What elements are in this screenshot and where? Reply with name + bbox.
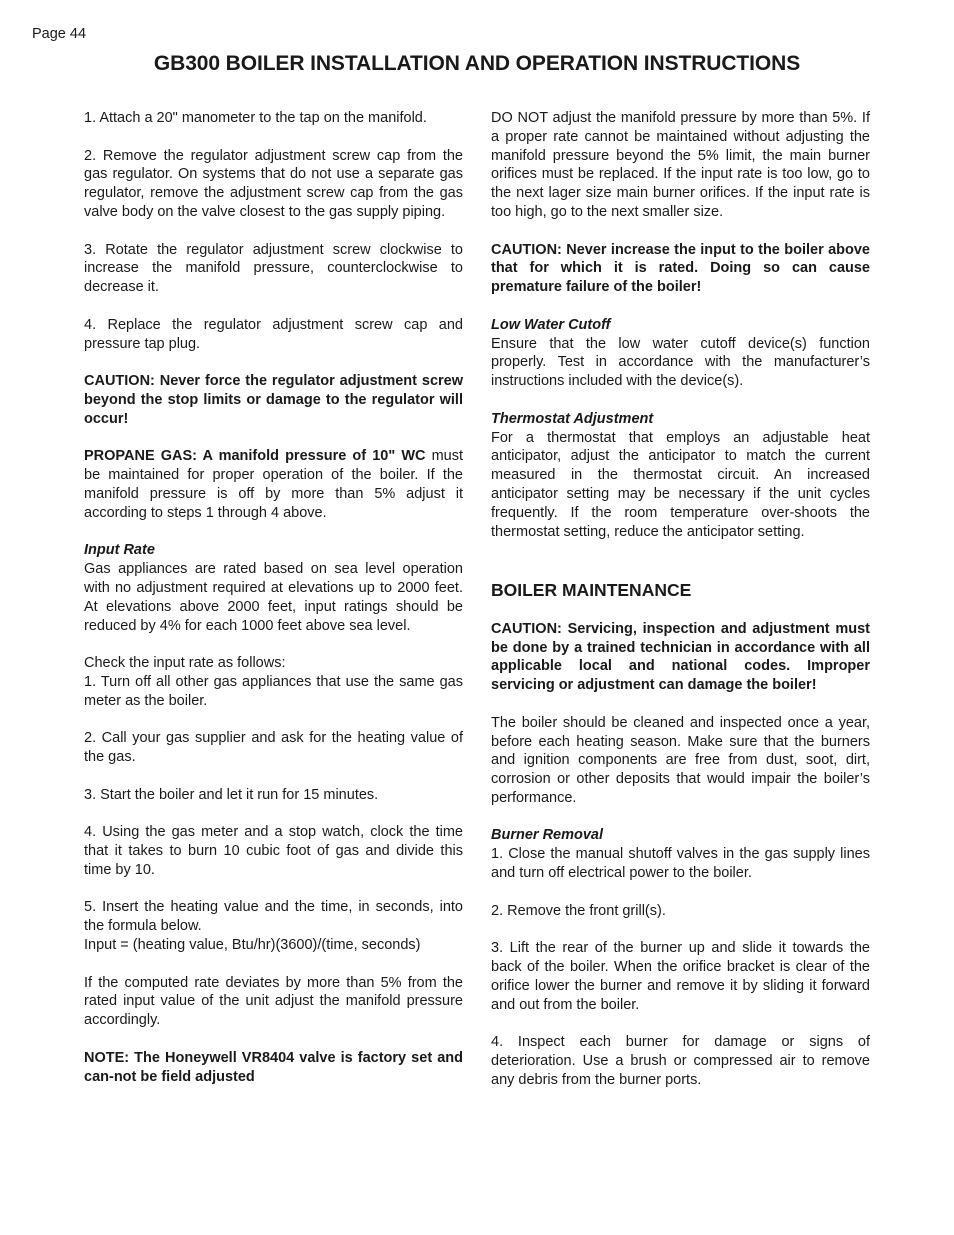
adjust-step-3: 3. Rotate the regulator adjustment screw clockwise to increase the manifold pressure, counterclockwise to decrease it. [84, 241, 463, 296]
check-step-2: 2. Call your gas supplier and ask for the heating value of the gas. [84, 730, 463, 766]
check-step-1: 1. Turn off all other gas appliances that use the same gas meter as the boiler. [84, 673, 463, 709]
adjust-step-4: 4. Replace the regulator adjustment screw cap and pressure tap plug. [84, 316, 463, 352]
left-column [84, 109, 463, 1105]
honeywell-note: NOTE: The Honeywell VR8404 valve is factory set and can-not be field adjusted [84, 1049, 463, 1085]
right-column [491, 109, 870, 1108]
adjust-step-1: 1. Attach a 20" manometer to the tap on the manifold. [84, 110, 427, 126]
input-rate-text: Gas appliances are rated based on sea level operation with no adjustment required at elevations up to 2000 feet. At elevations above 2000 feet, input ratings should be reduced by 4% for each 1000 feet above sea level. [84, 561, 463, 634]
page-number: Page 44 [32, 26, 87, 42]
low-water-cutoff-text: Ensure that the low water cutoff device(s) function properly. Test in accordance with the manufacturer’s instructions included with the device(s). [491, 335, 870, 390]
input-caution: CAUTION: Never increase the input to the boiler above that for which it is rated. Doing so can cause premature failure of the boiler! [491, 241, 870, 296]
thermostat-heading: Thermostat Adjustment [491, 410, 654, 427]
propane-text: must be maintained for proper operation of the boiler. If the manifold pressure is off by more than 5% adjust it according to steps 1 through 4 above. [84, 448, 464, 521]
low-water-cutoff-heading: Low Water Cutoff [491, 316, 611, 333]
page-title: GB300 BOILER INSTALLATION AND OPERATION INSTRUCTIONS [153, 52, 801, 75]
burner-step-4: 4. Inspect each burner for damage or signs of deterioration. Use a brush or compressed air to remove any debris from the burner ports. [491, 1034, 870, 1088]
burner-step-1: 1. Close the manual shutoff valves in the gas supply lines and turn off electrical power to the boiler. [491, 846, 870, 882]
propane-bold-text: PROPANE GAS: A manifold pressure of 10" WC [84, 448, 426, 465]
deviation-text: If the computed rate deviates by more than 5% from the rated input value of the unit adjust the manifold pressure accordingly. [84, 974, 463, 1029]
do-not-adjust-text: DO NOT adjust the manifold pressure by more than 5%. If a proper rate cannot be maintained without adjusting the manifold pressure beyond the 5% limit, the main burner orifices must be replaced. If the input rate is too low, go to the next lager size main burner orifices. If the input rate is too high, go to the next smaller size. [491, 110, 870, 220]
propane-paragraph [84, 447, 463, 522]
regulator-caution: CAUTION: Never force the regulator adjustment screw beyond the stop limits or damage to the regulator will occur! [84, 373, 463, 427]
burner-removal-heading: Burner Removal [491, 827, 604, 844]
input-formula: Input = (heating value, Btu/hr)(3600)/(time, seconds) [84, 937, 421, 954]
adjust-step-2: 2. Remove the regulator adjustment screw cap from the gas regulator. On systems that do not use a separate gas regulator, remove the adjustment screw cap from the gas valve body on the valve closest to the gas supply piping. [84, 147, 463, 220]
check-step-3: 3. Start the boiler and let it run for 15 minutes. [84, 786, 379, 803]
servicing-caution: CAUTION: Servicing, inspection and adjustment must be done by a trained technician in accordance with all applicable local and national codes. Improper servicing or adjustment can damage the boiler! [491, 620, 870, 694]
thermostat-text: For a thermostat that employs an adjustable heat anticipator, adjust the anticipator to match the current measured in the thermostat circuit. An increased anticipator setting may be necessary if the unit cycles frequently. If the room temperature over-shoots the thermostat setting, reduce the anticipator setting. [491, 429, 870, 540]
check-intro: Check the input rate as follows: [84, 655, 286, 672]
boiler-maintenance-heading: BOILER MAINTENANCE [491, 579, 692, 600]
maintenance-text: The boiler should be cleaned and inspected once a year, before each heating season. Make sure that the burners and ignition components are free from dust, soot, dirt, corrosion or other deposits that would impair the boiler’s performance. [491, 714, 870, 806]
burner-step-2: 2. Remove the front grill(s). [491, 902, 666, 919]
check-step-4: 4. Using the gas meter and a stop watch, clock the time that it takes to burn 10 cubic foot of gas and divide this time by 10. [84, 824, 463, 878]
burner-step-3: 3. Lift the rear of the burner up and slide it towards the back of the boiler. When the orifice bracket is clear of the orifice lower the burner and remove it by sliding it forward and out from the boiler. [491, 940, 870, 1013]
check-step-5: 5. Insert the heating value and the time, in seconds, into the formula below. [84, 899, 463, 935]
input-rate-heading: Input Rate [84, 542, 155, 559]
